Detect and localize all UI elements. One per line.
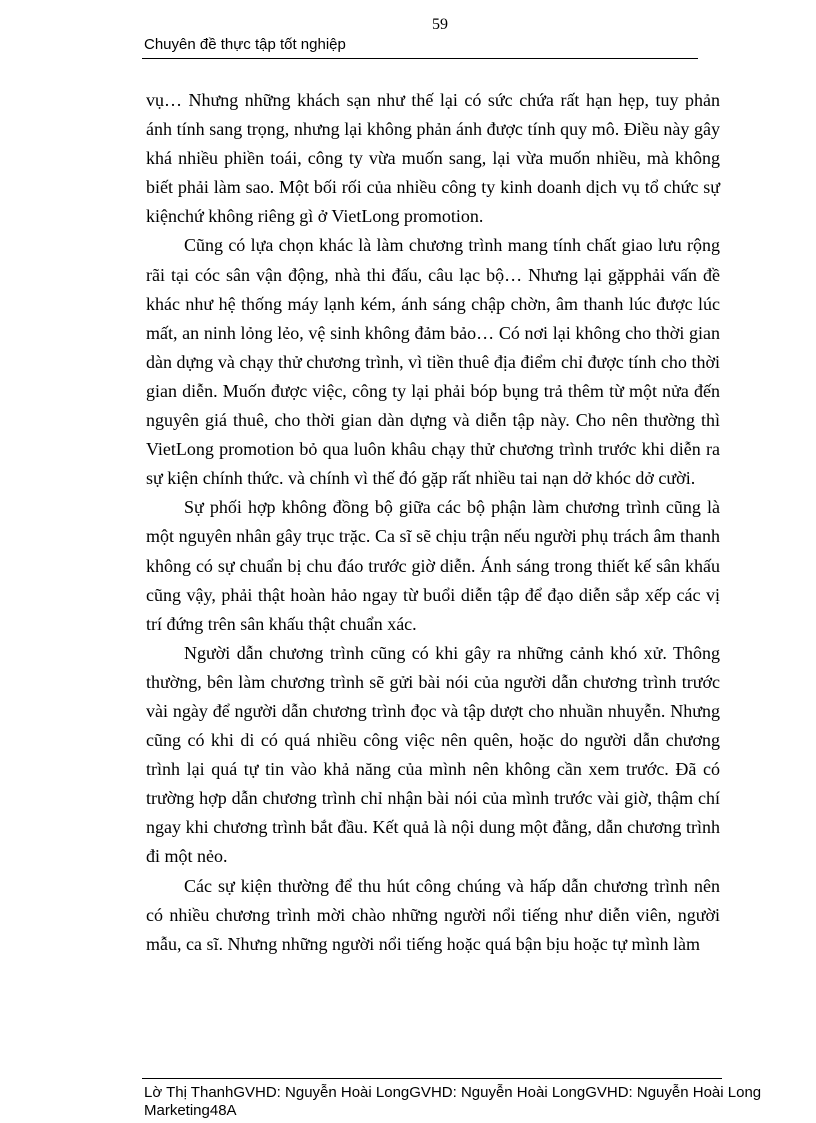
footer-rule: [142, 1078, 722, 1079]
paragraph: vụ… Nhưng những khách sạn như thế lại có sức chứa rất hạn hẹp, tuy phản ánh tính sang trọng, nhưng lại không phản ánh được tính quy mô. Điều này gây khá nhiều phiền toái, công ty vừa muốn sang, lại vừa muốn nhiều, mà không biết phải làm sao. Một bối rối của nhiều công ty kinh doanh dịch vụ tổ chức sự kiệnchứ không riêng gì ở VietLong promotion.: [146, 90, 720, 227]
header-title: Chuyên đề thực tập tốt nghiệp: [144, 36, 346, 53]
paragraph: Người dẫn chương trình cũng có khi gây ra những cảnh khó xử. Thông thường, bên làm chương trình sẽ gửi bài nói của người dẫn chương trình trước vài ngày để người dẫn chương trình đọc và tập dượt cho nhuần nhuyễn. Nhưng cũng có khi di có quá nhiều công việc nên quên, hoặc do người dẫn chương trình lại quá tự tin vào khả năng của mình nên không cần xem trước. Đã có trường hợp dẫn chương trình chỉ nhận bài nói của mình trước vài giờ, thậm chí ngay khi chương trình bắt đầu. Kết quả là nội dung một đằng, dẫn chương trình đi một nẻo.: [146, 642, 720, 867]
body-text: [146, 86, 720, 959]
page-number: 59: [432, 16, 448, 33]
header-rule: [142, 58, 698, 59]
paragraph: Các sự kiện thường để thu hút công chúng và hấp dẫn chương trình nên có nhiều chương trình mời chào những người nổi tiếng như diễn viên, người mẫu, ca sĩ. Nhưng những người nổi tiếng hoặc quá bận bịu hoặc tự mình làm: [146, 875, 720, 954]
paragraph: Cũng có lựa chọn khác là làm chương trình mang tính chất giao lưu rộng rãi tại cóc sân vận động, nhà thi đấu, câu lạc bộ… Nhưng lại gặpphải vấn đề khác như hệ thống máy lạnh kém, ánh sáng chập chờn, âm thanh lúc được lúc mất, an ninh lỏng lẻo, vệ sinh không đảm bảo… Có nơi lại không cho thời gian dàn dựng và chạy thử chương trình, vì tiền thuê địa điểm chỉ được tính cho thời gian diễn. Muốn được việc, công ty lại phải bóp bụng trả thêm từ một nửa đến nguyên giá thuê, cho thời gian dàn dựng và diễn tập này. Cho nên thường thì VietLong promotion bỏ qua luôn khâu chạy thử chương trình trước khi diễn ra sự kiện chính thức. và chính vì thế đó gặp rất nhiều tai nạn dở khóc dở cười.: [146, 235, 720, 489]
footer-author-line: Lờ Thị ThanhGVHD: Nguyễn Hoài LongGVHD: Nguyễn Hoài LongGVHD: Nguyễn Hoài Long: [144, 1084, 762, 1101]
footer-class-line: Marketing48A: [144, 1102, 237, 1119]
paragraph: Sự phối hợp không đồng bộ giữa các bộ phận làm chương trình cũng là một nguyên nhân gây trục trặc. Ca sĩ sẽ chịu trận nếu người phụ trách âm thanh không có sự chuẩn bị chu đáo trước giờ diễn. Ánh sáng trong thiết kế sân khấu cũng vậy, phải thật hoàn hảo ngay từ buổi diễn tập để đạo diễn sắp xếp các vị trí đứng trên sân khấu thật chuẩn xác.: [146, 497, 720, 634]
